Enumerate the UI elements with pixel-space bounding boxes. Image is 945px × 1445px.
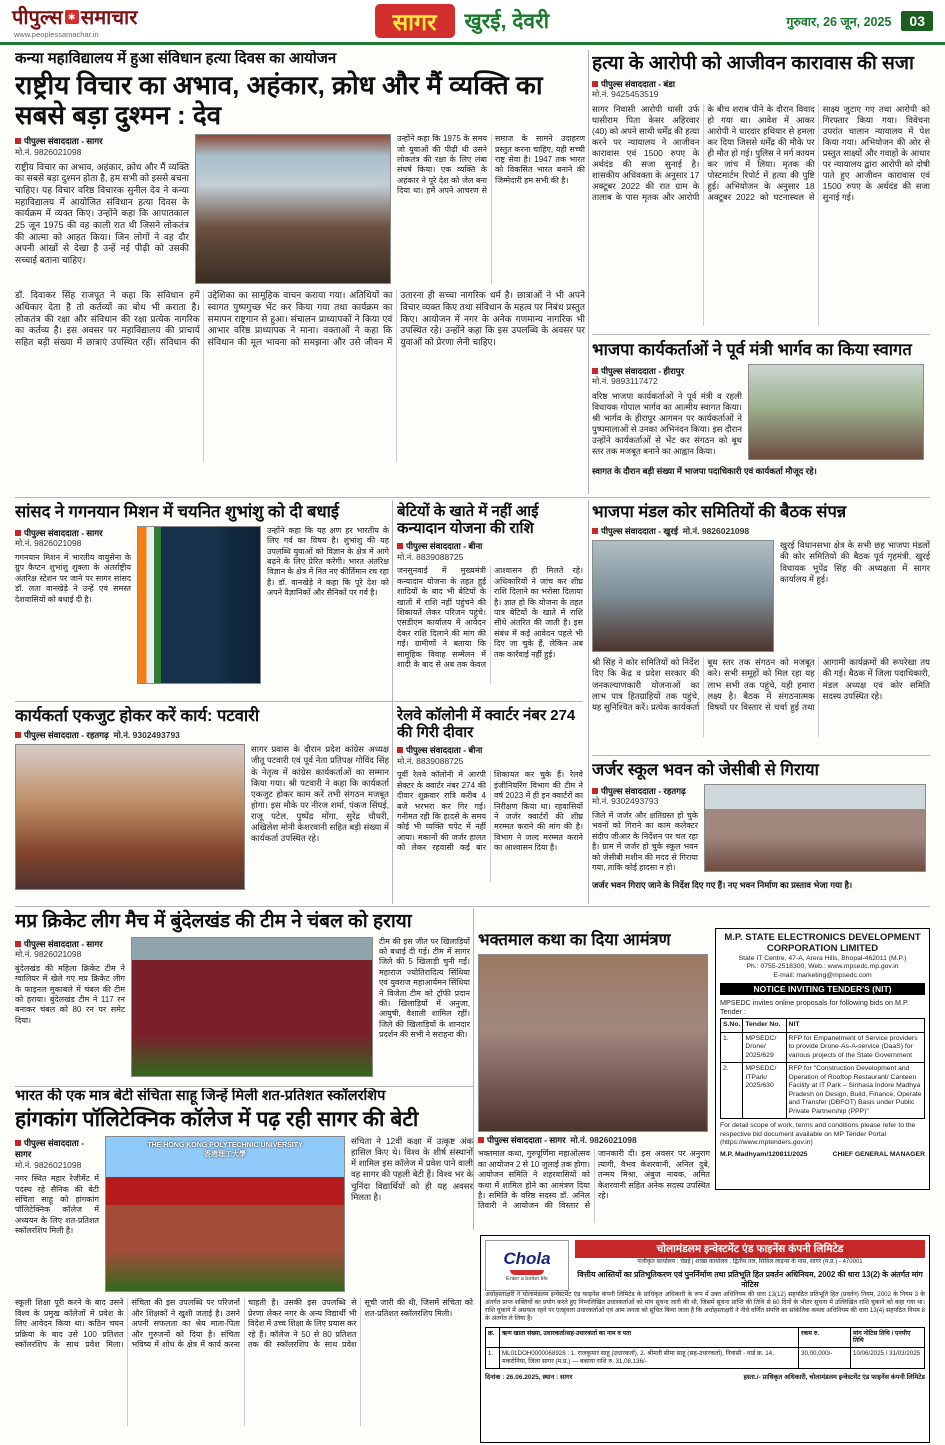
reporter-phone: मो.नं. 9302493793 — [592, 796, 659, 807]
byline-bullet-icon — [15, 941, 21, 947]
notice-signature: हस्ता./- प्राधिकृत अधिकारी, चोलामंडलम इन्वेस्टमेंट एंड फाइनेंस कंपनी लिमिटेड — [743, 1373, 925, 1381]
section-divider — [592, 334, 930, 335]
tender-table — [720, 1018, 925, 1119]
logo-text-1: पीपुल्स — [12, 7, 63, 29]
newspaper-logo — [12, 3, 137, 39]
headline: भक्तमाल कथा का दिया आमंत्रण — [478, 931, 671, 949]
article-body: बुंदेलखंड की महिला क्रिकेट टीम ने ग्वालियर में खेले गए मप्र क्रिकेट लीग के फाइनल मुकाबले में चंबल की टीम को हराया। बुंदेलखंड टीम ने 117 रन बनाकर चंबल को 80 रन पर समेट दिया। — [15, 963, 125, 1025]
chola-swoosh-icon — [510, 1270, 544, 1275]
notice-title: वित्तीय आस्तियों का प्रतिभूतिकरण एवं पुनर्निर्माण तथा प्रतिभूति हित प्रवर्तन अधिनियम, 2002 की धारा 13(2) के अंतर्गत मांग नोटिस — [577, 1269, 923, 1289]
column-divider — [392, 500, 393, 904]
article-body: श्री सिंह ने कोर समितियों को निर्देश दिए कि केंद्र व प्रदेश सरकार की जनकल्याणकारी योजनाओं का लाभ पात्र हितग्राहियों तक पहुंचे, यह सुनिश्चित करें। प्रत्येक कार्यकर्ता बूथ स्तर तक संगठन को मजबूत करे। सभी समूहों को मिल रहा यह लाभ सभी तक पहुंचे, यही हमारा लक्ष्य है। बैठक में संगठनात्मक विषयों पर विस्तार से चर्चा हुई तथा आगामी कार्यक्रमों की रूपरेखा तय की गई। बैठक में जिला पदाधिकारी, मंडल अध्यक्ष एवं कोर समिति सदस्य उपस्थित रहे। — [592, 657, 930, 712]
cell-dates: 10/06/2025 / 31/03/2025 — [851, 1348, 925, 1369]
byline: पीपुल्स संवाददाता - सागर मो.नं. 9826021098 — [15, 939, 125, 960]
article-body: संचिता ने 12वीं कक्षा में उत्कृष्ट अंक हासिल किए थे। विश्व के शीर्ष संस्थानों में शामिल इस कॉलेज में प्रवेश पाने वाली वह सागर की पहली बेटी हैं। विश्व भर के चुनिंदा विद्यार्थियों को ही यह अवसर मिलता है। — [351, 1136, 473, 1202]
byline-bullet-icon — [592, 788, 598, 794]
byline-bullet-icon — [592, 81, 598, 87]
byline-bullet-icon — [478, 1137, 484, 1143]
cell-sno: 2. — [721, 1063, 743, 1119]
col-serial: क्र. — [486, 1327, 500, 1348]
chola-brand: Chola — [503, 1249, 551, 1269]
signoff: CHIEF GENERAL MANAGER — [832, 1150, 925, 1158]
article-patwari — [15, 704, 389, 902]
byline: पीपुल्स संवाददाता - बीना मो.नं. 8839088725 — [397, 745, 583, 766]
col-borrower: ऋण खाता संख्या, उधारकर्ता/सह-उधारकर्ता का नाम व पता — [500, 1327, 799, 1348]
chola-notice-ad — [480, 1235, 930, 1443]
byline: पीपुल्स संवाददाता - रहतगढ़ मो.नं. 9302493793 — [15, 730, 389, 741]
page-number: 03 — [901, 11, 933, 31]
chola-tagline: Enter a better life — [506, 1276, 548, 1283]
byline: पीपुल्स संवाददाता - हीरापुर मो.नं. 9893117472 — [592, 366, 742, 387]
section-divider — [15, 1086, 473, 1087]
headline: सांसद ने गगनयान मिशन में चयनित शुभांशु को दी बधाई — [15, 503, 340, 521]
section-divider — [15, 497, 930, 498]
cell-nit: RFP for "Construction Development and Operation of Rooftop Restaurant/ Canteen Facility at IT Park – Sinhasa Indore Madhya Pradesh on Design, Build, Finance, Operate and Transfer (DBFOT) Basis under Public Private Partnership (PPP)" — [786, 1063, 924, 1119]
section-divider — [592, 755, 930, 756]
cell-borrower: ML01DOH0000068928 : 1. राजकुमार साहू (उधारकर्ता), 2. श्रीमती सीमा साहू (सह-उधारकर्ता), निवासी - वार्ड क्र. 14, मकरोनिया, जिला सागर (म.प्र.) — बकाया राशि रु. 31,08,136/- — [500, 1348, 799, 1369]
reporter-phone: मो.नं. 9425453519 — [592, 89, 659, 100]
headline: हांगकांग पॉलिटेक्निक कॉलेज में पढ़ रही सागर की बेटी — [15, 1108, 419, 1132]
reporter-phone: मो.नं. 9302493793 — [113, 729, 180, 740]
bhaktmal-group-photo — [478, 954, 708, 1132]
col-nit: NIT — [786, 1019, 924, 1032]
cell-tender-no: MPSEDC/ Drone/ 2025/629 — [743, 1032, 786, 1062]
article-body: टीम की इस जीत पर खिलाड़ियों को बधाई दी गई। टीम में सागर जिले की 5 खिलाड़ी चुनी गईं। महाराज ज्योतिरादित्य सिंधिया एवं युवराज महाआर्यमन सिंधिया ने विजेता टीम को ट्रॉफी प्रदान की। खिलाड़ियों में अनुजा, आयुषी, वैशाली शामिल रहीं। जिले की खिलाड़ियों के शानदार प्रदर्शन की सभी ने सराहना की। — [379, 936, 470, 1040]
headline: मप्र क्रिकेट लीग मैच में बुंदेलखंड की टीम ने चंबल को हराया — [15, 911, 412, 932]
cell-sno: 1. — [721, 1032, 743, 1062]
article-body: भक्तमाल कथा, गुरुपूर्णिमा महाओत्सव का आयोजन 2 से 10 जुलाई तक होगा। आयोजन समिति ने शहरवासियों को कथा में शामिल होने का आमंत्रण दिया है। समिति के वरिष्ठ सदस्य डॉ. अनिल तिवारी ने आयोजन की विस्तार से जानकारी दी। इस अवसर पर अनुराग त्यागी, वैभव केशरवानी, अनिल दुबे, तन्मय मिश्रा, अंबुज नायक, अमित केशरवानी सहित अनेक सदस्य उपस्थित रहे। — [478, 1149, 710, 1211]
byline-bullet-icon — [15, 138, 21, 144]
reporter-phone: मो.नं. 9826021098 — [15, 538, 82, 549]
byline-bullet-icon — [15, 530, 21, 536]
headline: भाजपा कार्यकर्ताओं ने पूर्व मंत्री भार्गव का किया स्वागत — [592, 341, 912, 359]
loan-table — [485, 1327, 925, 1369]
byline-bullet-icon — [15, 732, 21, 738]
reporter-phone: मो.नं. 9826021098 — [15, 949, 82, 960]
reporter-phone: मो.नं. 9893117472 — [592, 376, 658, 387]
col-tender-no: Tender No. — [743, 1019, 786, 1032]
byline: पीपुल्स संवाददाता - खुरई मो.नं. 9826021098 — [592, 526, 930, 537]
cricket-team-photo — [131, 937, 373, 1077]
kicker: कन्या महाविद्यालय में हुआ संविधान हत्या दिवस का आयोजन — [15, 50, 337, 67]
byline-bullet-icon — [15, 1140, 21, 1146]
article-body: राष्ट्रीय विचार का अभाव, अहंकार, क्रोध और मैं व्यक्ति का सबसे बड़ा दुश्मन होता है, हम सभी को इससे बचना चाहिए। यह विचार वरिष्ठ विचारक सुनील देव ने कन्या महाविद्यालय में आयोजित संविधान हत्या दिवस के कार्यक्रम में व्यक्त किए। उन्होंने कहा कि आपातकाल 25 जून 1975 की वह काली रात थी जिसने लोकतंत्र की आत्मा को आहत किया। जिन लोगों ने वह दौर अपनी आंखों से देखा है उन्हें नई पीढ़ी को उसकी सच्चाई बताना चाहिए। — [15, 161, 189, 265]
article-lead — [15, 50, 585, 494]
headline: हत्या के आरोपी को आजीवन कारावास की सजा — [592, 53, 914, 74]
article-cricket — [15, 908, 470, 1084]
article-body: स्कूली शिक्षा पूरी करने के बाद उसने विश्व के प्रमुख कॉलेजों में प्रवेश के लिए आवेदन किया था। कठिन चयन प्रक्रिया के बाद उसे 100 प्रतिशत स्कॉलरशिप के साथ प्रवेश मिला। संचिता की इस उपलब्धि पर परिजनों और शिक्षकों ने खुशी जताई है। उसने अपनी सफलता का श्रेय माता-पिता और गुरुजनों को दिया है। संचिता भविष्य में शोध के क्षेत्र में कार्य करना चाहती है। उसकी इस उपलब्धि से प्रेरणा लेकर नगर के अन्य विद्यार्थी भी विदेश में उच्च शिक्षा के लिए प्रयास कर रहे हैं। कॉलेज ने 50 से 80 प्रतिशत तक की स्कॉलरशिप के साथ प्रवेश सूची जारी की थी, जिसमें संचिता को शत-प्रतिशत स्कॉलरशिप मिली। — [15, 1298, 473, 1349]
ad-address: State IT Centre, 47-A, Arera Hills, Bhopal-462011 (M.P.) — [738, 954, 907, 962]
article-school-demolition — [592, 758, 930, 904]
ad-title: M.P. STATE ELECTRONICS DEVELOPMENT CORPORATION LIMITED — [724, 932, 921, 954]
article-body: डॉ. दिवाकर सिंह राजपूत ने कहा कि संविधान हमें अधिकार देता है तो कर्तव्यों का बोध भी कराता है। लोकतंत्र की रक्षा और संविधान की रक्षा प्रत्येक नागरिक का कर्तव्य है। इस अवसर पर महाविद्यालय की प्राचार्य सहित बड़ी संख्या में छात्राएं उपस्थित रहीं। संविधान की उद्देशिका का सामूहिक वाचन कराया गया। अतिथियों का स्वागत पुष्पगुच्छ भेंट कर किया गया तथा कार्यक्रम का समापन राष्ट्रगान से हुआ। संचालन प्राध्यापकों ने किया एवं आभार वरिष्ठ प्राध्यापक ने माना। वक्ताओं ने कहा कि संविधान की मूल भावना को समझना और उसे जीवन में उतारना ही सच्चा नागरिक धर्म है। छात्राओं ने भी अपने विचार व्यक्त किए तथा संविधान के महत्व पर निबंध प्रस्तुत किए। आयोजन में नगर के अनेक गणमान्य नागरिक भी उपस्थित रहे। उन्होंने कहा कि इस उपलब्धि के अवसर पर युवाओं को प्रेरणा लेनी चाहिए। — [15, 290, 585, 347]
column-divider — [588, 50, 589, 494]
byline: पीपुल्स संवाददाता - बीना मो.नं. 8839088725 — [397, 541, 583, 562]
col-dates: मांग नोटिस तिथि / एनपीए तिथि — [851, 1327, 925, 1348]
byline: पीपुल्स संवाददाता - सागर मो.नं. 9826021098 — [478, 1135, 710, 1146]
article-scholarship — [15, 1088, 473, 1443]
company-address: पंजीकृत कार्यालय : चेन्नई | शाखा कार्यालय : द्वितीय तल, सिविल लाइन्स के पास, सागर (म.प्र.) - 470001 — [637, 1259, 863, 1265]
article-body: वरिष्ठ भाजपा कार्यकर्ताओं ने पूर्व मंत्री व रहली विधायक गोपाल भार्गव का आत्मीय स्वागत किया। श्री भार्गव के हीरापुर आगमन पर कार्यकर्ताओं ने पुष्पमालाओं से उनका अभिनंदन किया। इस दौरान उन्होंने कार्यकर्ताओं से भेंट कर संगठन को बूथ स्तर तक मजबूत बनाने का आह्वान किया। — [592, 391, 742, 457]
article-body: सागर प्रवास के दौरान प्रदेश कांग्रेस अध्यक्ष जीतू पटवारी एवं पूर्व नेता प्रतिपक्ष गोविंद सिंह के नेतृत्व में कांग्रेस कार्यकर्ताओं का सम्मान किया गया। श्री पटवारी ने कहा कि कार्यकर्ता एकजुट होकर काम करें तभी संगठन मजबूत होगा। इस मौके पर नीरज शर्मा, पंकज सिंघई, राजू पटेल, पुष्पेंद्र मोंगा, सुरेंद्र चौधरी, अखिलेश मोनी केशरवानी सहित बड़ी संख्या में कार्यकर्ता उपस्थित रहे। — [251, 744, 389, 843]
kicker: भारत की एक मात्र बेटी संचिता साहू जिन्हें मिली शत-प्रतिशत स्कॉलरशिप — [15, 1088, 386, 1104]
hk-polytechnic-photo — [105, 1136, 345, 1292]
notice-body: अधोहस्ताक्षरी ने चोलामंडलम इन्वेस्टमेंट एंड फाइनेंस कंपनी लिमिटेड के प्राधिकृत अधिकारी के रूप में उक्त अधिनियम की धारा 13(12) सहपठित प्रतिभूति हित (प्रवर्तन) नियम, 2002 के नियम 3 के अंतर्गत प्राप्त शक्तियों का प्रयोग करते हुए निम्नलिखित उधारकर्ताओं को मांग सूचना जारी की थी, जिसमें सूचना प्राप्ति की तिथि से 60 दिनों के भीतर सूचना में उल्लिखित राशि चुकाने को कहा गया था। राशि चुकाने में असफल रहने पर एतद्द्वारा उधारकर्ताओं एवं आम जनता को सूचित किया जाता है कि अधोहस्ताक्षरी ने नीचे वर्णित संपत्ति का सांकेतिक कब्जा अधिनियम की धारा 13(4) सहपठित नियम 8 के अंतर्गत ले लिया है। — [485, 1291, 925, 1323]
byline: पीपुल्स संवाददाता - रहतगढ़ मो.नं. 9302493793 — [592, 786, 698, 807]
byline-bullet-icon — [592, 528, 598, 534]
reporter-phone: मो.नं. 9826021098 — [682, 525, 750, 536]
mandal-meeting-photo — [592, 540, 774, 652]
photo-caption: स्वागत के दौरान बड़ी संख्या में भाजपा पदाधिकारी एवं कार्यकर्ता मौजूद रहे। — [592, 466, 817, 477]
mpsedc-tender-ad — [715, 928, 930, 1190]
article-body: गगनयान मिशन में भारतीय वायुसेना के ग्रुप कैप्टन शुभांशु शुक्ला के अंतर्राष्ट्रीय अंतरिक्ष स्टेशन पर जाने पर सागर सांसद डॉ. लता वानखेड़े ने उन्हें एवं समस्त देशवासियों को बधाई दी है। — [15, 553, 131, 604]
photo-overlay-text-zh: 香港理工大學 — [204, 1151, 246, 1159]
section-divider — [15, 906, 930, 907]
chola-logo — [485, 1240, 569, 1291]
madhyam-ref: M.P. Madhyam/120811/2025 — [720, 1150, 808, 1158]
headline: राष्ट्रीय विचार का अभाव, अहंकार, क्रोध और मैं व्यक्ति का सबसे बड़ा दुश्मन : देव — [15, 70, 543, 130]
headline: रेलवे कॉलोनी में क्वार्टर नंबर 274 की गिरी दीवार — [397, 707, 576, 742]
article-body: नगर स्थित महार रेजीमेंट में पदस्थ रहे सैनिक की बेटी संचिता साहू को हांगकांग पॉलिटेक्निक कॉलेज में अध्ययन के लिए शत-प्रतिशत स्कॉलरशिप मिली है। — [15, 1174, 99, 1236]
ad-contact: Ph.: 0755-2518300, Web.: www.mpsedc.mp.gov.in — [746, 963, 899, 971]
ad-footnote: For detail scope of work, terms and conditions please refer to the respective bid document available on MP Tender Portal (https://www.mptenders.gov.in) — [720, 1122, 916, 1147]
table-row — [721, 1032, 925, 1062]
column-divider — [473, 908, 474, 1230]
byline: पीपुल्स संवाददाता - सागर मो.नं. 9826021098 — [15, 136, 189, 157]
issue-date: गुरुवार, 26 जून, 2025 — [786, 14, 892, 29]
byline-bullet-icon — [397, 543, 403, 549]
headline: कार्यकर्ता एकजुट होकर करें कार्य: पटवारी — [15, 707, 260, 725]
cell-amount: 30,00,000/- — [799, 1348, 851, 1369]
article-body: जनसुनवाई में मुख्यमंत्री कन्यादान योजना के तहत हुई शादियों के बाद भी बेटियों के खातों में राशि नहीं पहुंचने की शिकायतें लेकर परिजन पहुंचे। एसडीएम कार्यालय में आवेदन देकर राशि दिलाने की मांग की गई। ग्रामीणों ने बताया कि सामूहिक विवाह सम्मेलन में शादी के बाद से अब तक केवल आश्वासन ही मिलते रहे। अधिकारियों ने जांच कर शीघ्र राशि दिलाने का भरोसा दिलाया है। ज्ञात हो कि योजना के तहत पात्र बेटियों के खाते में राशि सीधे अंतरित की जाती है। इस संबंध में कई आवेदन पहले भी दिए जा चुके हैं, लेकिन अब तक कार्रवाई नहीं हुई। — [397, 566, 583, 669]
masthead — [0, 0, 945, 42]
reporter-phone: मो.नं. 8839088725 — [397, 755, 464, 766]
article-body: उन्होंने कहा कि 1975 के समय जो युवाओं की पीढ़ी थी उसने लोकतंत्र की रक्षा के लिए लंबा संघर्ष किया। एक व्यक्ति के अहंकार ने पूरे देश को जेल बना दिया था। हमें अपने आचरण से समाज के सामने उदाहरण प्रस्तुत करना चाहिए, यही सच्ची राष्ट्र सेवा है। 1947 तक भारत को विकसित भारत बनाने की जिम्मेदारी हम सभी की है। — [397, 134, 585, 196]
article-body: सागर निवासी आरोपी घासी उर्फ घासीराम पिता केसर अहिरवार (40) को अपने साथी धर्मेंद्र की हत्या करने पर न्यायालय ने आजीवन कारावास एवं 1500 रुपए के अर्थदंड की सजा सुनाई है। शासकीय अधिवक्ता के अनुसार 17 अक्टूबर 2022 की रात ग्राम के तालाब के पास मृतक और आरोपी के बीच शराब पीने के दौरान विवाद हो गया था। आवेश में आकर आरोपी ने धारदार हथियार से हमला कर दिया जिससे धर्मेंद्र की मौके पर ही मौत हो गई। पुलिस ने मर्ग कायम कर जांच में लिया। मृतक की पोस्टमार्टम रिपोर्ट में हत्या की पुष्टि हुई। अभियोजन के अनुसार 18 अक्टूबर 2022 को घटनास्थल से साक्ष्य जुटाए गए तथा आरोपी को गिरफ्तार किया गया। विवेचना उपरांत चालान न्यायालय में पेश किया गया। अभियोजन की ओर से प्रस्तुत साक्ष्यों और गवाहों के आधार पर न्यायालय द्वारा आरोपी को दोषी पाते हुए आजीवन कारावास एवं 1500 रुपए के अर्थदंड की सजा सुनाई गई। — [592, 103, 930, 203]
byline: पीपुल्स संवाददाता - सागर मो.नं. 9826021098 — [15, 528, 131, 549]
lead-seminar-photo — [195, 134, 391, 284]
cell-nit: RFP for Empanelment of Service providers to provide Drone-As-A-service (DaaS) for various projects of the State Government — [786, 1032, 924, 1062]
photo-caption: जर्जर भवन गिराए जाने के निर्देश दिए गए हैं। नए भवन निर्माण का प्रस्ताव भेजा गया है। — [592, 880, 853, 891]
byline-bullet-icon — [397, 747, 403, 753]
byline: पीपुल्स संवाददाता - बंडा मो.नं. 9425453519 — [592, 79, 930, 100]
section-divider — [15, 701, 583, 702]
edition-block — [375, 4, 549, 38]
table-row — [721, 1063, 925, 1119]
congress-crowd-photo — [15, 744, 245, 890]
article-body: उन्होंने कहा कि यह क्षण हर भारतीय के लिए गर्व का विषय है। शुभांशु की यह उपलब्धि युवाओं को विज्ञान के क्षेत्र में आगे बढ़ने के लिए प्रेरित करेगी। भारत अंतरिक्ष विज्ञान के क्षेत्र में नित नए कीर्तिमान रच रहा है। डॉ. वानखेड़े ने कहा कि पूरे देश को अपने वैज्ञानिकों और सैनिकों पर गर्व है। — [267, 525, 389, 598]
article-bhargav-welcome — [592, 338, 930, 494]
company-name: चोलामंडलम इन्वेस्टमेंट एंड फाइनेंस कंपनी लिमिटेड — [575, 1240, 925, 1258]
byline: पीपुल्स संवाददाता - सागर मो.नं. 9826021098 — [15, 1138, 99, 1170]
cell-serial: 1. — [486, 1348, 500, 1369]
photo-overlay-text-en: THE HONG KONG POLYTECHNIC UNIVERSITY — [147, 1142, 303, 1150]
reporter-phone: मो.नं. 9826021098 — [570, 1134, 637, 1145]
article-body: पूर्वी रेलवे कॉलोनी में आरपी सेक्टर के क्वार्टर नंबर 274 की दीवार शुक्रवार रात्रि करीब 4 बजे भरभरा कर गिर गई। गनीमत रही कि हादसे के समय कोई भी व्यक्ति चपेट में नहीं आया। मकानों की जर्जर हालत को लेकर रहवासी कई बार शिकायत कर चुके हैं। रेलवे इंजीनियरिंग विभाग की टीम ने वर्ष 2023 में ही इन क्वार्टरों का निरीक्षण किया था। रहवासियों ने जर्जर क्वार्टरों की शीघ्र मरम्मत कराने की मांग की है। विभाग ने जल्द मरम्मत कराने का आश्वासन दिया है। — [397, 770, 583, 853]
reporter-phone: मो.नं. 8839088725 — [397, 551, 464, 562]
article-murder-verdict — [592, 50, 930, 332]
cell-tender-no: MPSEDC/ ITPark/ 2025/630 — [743, 1063, 786, 1119]
col-sno: S.No. — [721, 1019, 743, 1032]
reporter-phone: मो.नं. 9826021098 — [15, 146, 82, 157]
article-railway-wall — [397, 704, 583, 902]
logo-star-icon: ✱ — [65, 10, 79, 24]
article-body: जिले में जर्जर और क्षतिग्रस्त हो चुके भवनों को गिराने का काम कलेक्टर संदीप जीआर के निर्देशन पर चल रहा है। ग्राम में जर्जर हो चुके स्कूल भवन को जेसीबी मशीन की मदद से गिराया गया, ताकि कोई हादसा न हो। — [592, 811, 698, 872]
headline: भाजपा मंडल कोर समितियों की बैठक संपन्न — [592, 503, 847, 521]
nit-intro: MPSEDC invites online proposals for following bids on M.P. Tender : — [720, 998, 909, 1017]
nit-bar: NOTICE INVITING TENDER'S (NIT) — [720, 983, 925, 995]
article-gaganyaan — [15, 500, 389, 698]
article-bhaktmal — [478, 928, 710, 1230]
edition-name: सागर — [375, 4, 455, 38]
article-body: खुरई विधानसभा क्षेत्र के सभी छह भाजपा मंडलों की कोर समितियों की बैठक पूर्व गृहमंत्री, खुरई विधायक भूपेंद्र सिंह की अध्यक्षता में सागर कार्यालय में हुई। — [780, 540, 930, 584]
demolition-photo — [704, 784, 926, 872]
col-amount: रकम रु. — [799, 1327, 851, 1348]
article-mandal-meeting — [592, 500, 930, 752]
headline: बेटियों के खाते में नहीं आई कन्यादान योजना की राशि — [397, 503, 539, 538]
notice-date-place: दिनांक : 26.06.2025, स्थान : सागर — [485, 1373, 573, 1381]
article-kanyadan — [397, 500, 583, 698]
table-row — [486, 1348, 925, 1369]
headline: जर्जर स्कूल भवन को जेसीबी से गिराया — [592, 761, 819, 779]
reporter-phone: मो.नं. 9826021098 — [15, 1159, 82, 1170]
byline-bullet-icon — [592, 368, 598, 374]
website-url: www.peoplessamachar.in — [14, 30, 99, 39]
ad-email: E-mail: marketing@mpsedc.com — [773, 971, 872, 979]
masthead-rule — [0, 42, 945, 45]
column-divider — [588, 500, 589, 904]
astronaut-photo — [137, 526, 261, 684]
sub-edition-name: खुरई, देवरी — [464, 10, 550, 33]
logo-text-2: समाचार — [80, 7, 138, 29]
bhargav-welcome-photo — [748, 364, 924, 460]
